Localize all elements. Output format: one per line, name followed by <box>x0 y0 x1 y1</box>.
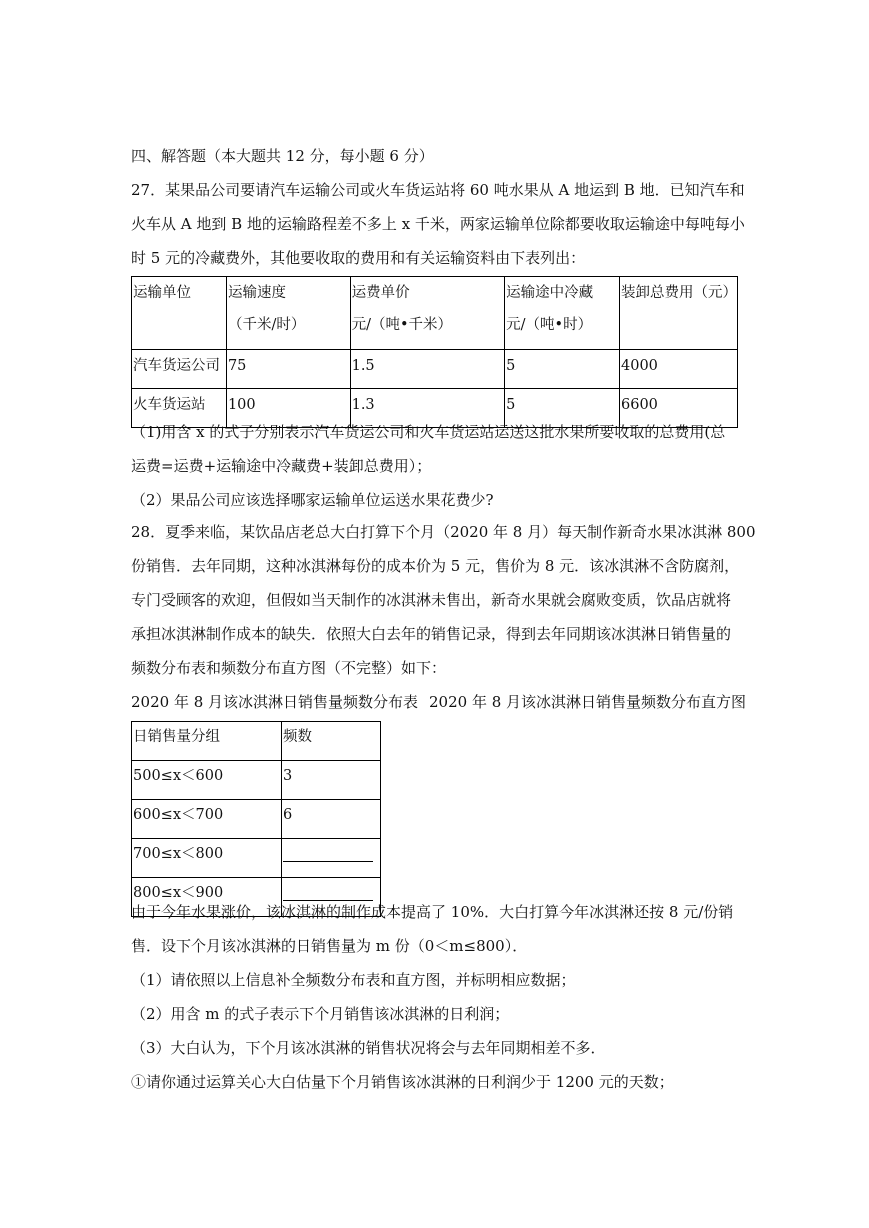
cell: 800≤x＜900 <box>132 878 282 917</box>
q28-line-4: 承担冰淇淋制作成本的缺失．依照大白去年的销售记录，得到去年同期该冰淇淋日销售量的 <box>131 625 732 643</box>
q27-line-2: 火车从 A 地到 B 地的运输路程差不多上 x 千米，两家运输单位除都要收取运输途中每吨每小 <box>131 215 745 233</box>
cell: 1.3 <box>350 389 505 428</box>
cell: 600≤x＜700 <box>132 800 282 839</box>
table-row <box>132 800 381 839</box>
cell: 500≤x＜600 <box>132 761 282 800</box>
cell: 5 <box>505 350 620 389</box>
q27-line-1: 27．某果品公司要请汽车运输公司或火车货运站将 60 吨水果从 A 地运到 B 地．已知汽车和 <box>131 181 745 199</box>
header-cell: 运费单价 元/（吨•千米） <box>350 277 505 350</box>
q28-line-3: 专门受顾客的欢迎，但假如当天制作的冰淇淋未售出，新奇水果就会腐败变质，饮品店就将 <box>131 591 732 609</box>
table-row <box>132 350 738 389</box>
q28-line-5: 频数分布表和频数分布直方图（不完整）如下： <box>131 659 447 677</box>
q27-part-1b: 运费=运费+运输途中冷藏费+装卸总费用）； <box>131 457 432 475</box>
q28-after-1: 由于今年水果涨价，该冰淇淋的制作成本提高了 10%．大白打算今年冰淇淋还按 8 元/份销 <box>131 903 734 921</box>
q28-part-1: （1）请依照以上信息补全频数分布表和直方图，并标明相应数据； <box>131 971 576 989</box>
cell: 5 <box>505 389 620 428</box>
q28-line-2: 份销售．去年同期，这种冰淇淋每份的成本价为 5 元，售价为 8 元．该冰淇淋不含防腐剂， <box>131 557 740 575</box>
q27-part-2: （2）果品公司应该选择哪家运输单位运送水果花费少? <box>131 491 494 509</box>
cell: 4000 <box>620 350 738 389</box>
cell: 火车货运站 <box>132 389 227 428</box>
table-row <box>132 277 738 350</box>
cell: 汽车货运公司 <box>132 350 227 389</box>
chart-caption: 2020 年 8 月该冰淇淋日销售量频数分布直方图 <box>429 693 747 711</box>
table-caption: 2020 年 8 月该冰淇淋日销售量频数分布表 <box>131 693 419 711</box>
q27-line-3: 时 5 元的冷藏费外，其他要收取的费用和有关运输资料由下表列出： <box>131 249 586 267</box>
header-cell: 装卸总费用（元） <box>620 277 738 350</box>
q27-transport-table <box>131 276 738 428</box>
section-heading: 四、解答题（本大题共 12 分，每小题 6 分） <box>131 147 434 165</box>
answer-blank[interactable] <box>283 886 373 901</box>
cell: 1.5 <box>350 350 505 389</box>
q28-part-3: （3）大白认为，下个月该冰淇淋的销售状况将会与去年同期相差不多． <box>131 1039 606 1057</box>
cell: 100 <box>226 389 350 428</box>
cell: 3 <box>282 761 381 800</box>
table-row <box>132 722 381 761</box>
answer-blank-cell <box>282 839 381 878</box>
q28-part-3-sub-1: ①请你通过运算关心大白估量下个月销售该冰淇淋的日利润少于 1200 元的天数； <box>131 1073 674 1091</box>
cell: 75 <box>226 350 350 389</box>
cell: 700≤x＜800 <box>132 839 282 878</box>
header-cell: 频数 <box>282 722 381 761</box>
cell: 6 <box>282 800 381 839</box>
answer-blank[interactable] <box>283 847 373 862</box>
q28-line-1: 28．夏季来临，某饮品店老总大白打算下个月（2020 年 8 月）每天制作新奇水果冰淇淋 800 <box>131 523 756 541</box>
table-row <box>132 761 381 800</box>
q27-part-1a: （1)用含 x 的式子分别表示汽车货运公司和火车货运站运送这批水果所要收取的总费用(总 <box>131 423 726 441</box>
q28-frequency-table <box>131 721 381 917</box>
header-cell: 日销售量分组 <box>132 722 282 761</box>
q28-part-2: （2）用含 m 的式子表示下个月销售该冰淇淋的日利润； <box>131 1005 510 1023</box>
header-cell: 运输途中冷藏 元/（吨•时） <box>505 277 620 350</box>
cell: 6600 <box>620 389 738 428</box>
table-row <box>132 839 381 878</box>
header-cell: 运输速度 （千米/时） <box>226 277 350 350</box>
header-cell: 运输单位 <box>132 277 227 350</box>
q28-after-2: 售．设下个月该冰淇淋的日销售量为 m 份（0＜m≤800）． <box>131 937 528 955</box>
